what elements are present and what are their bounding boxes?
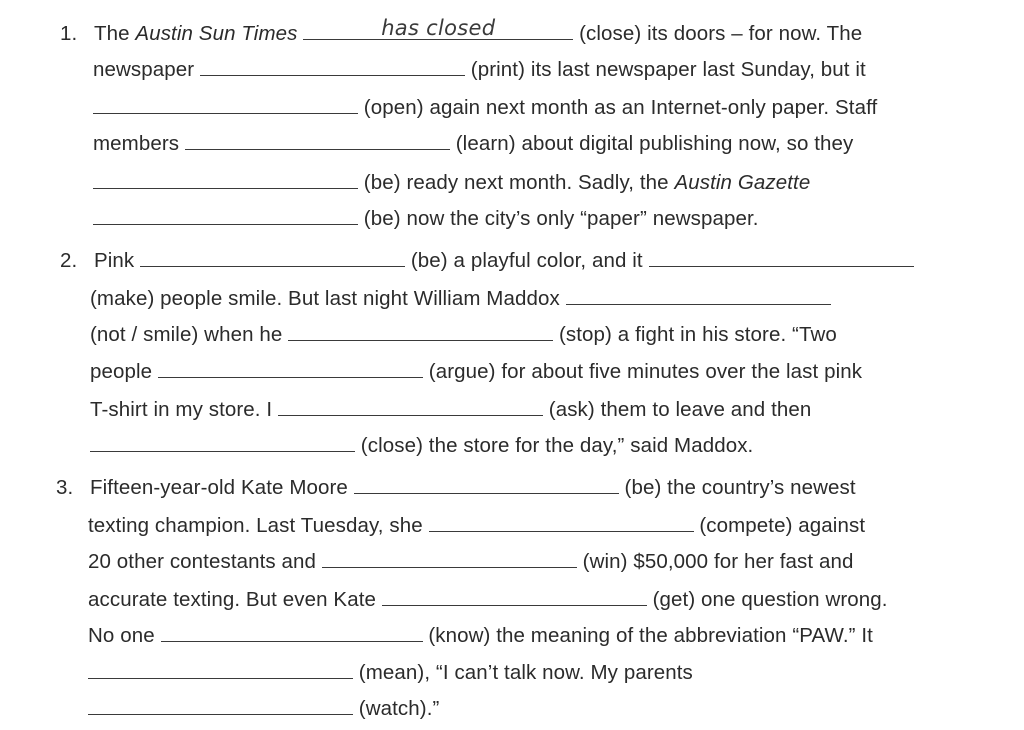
- newspaper-title-sun-times: Austin Sun Times: [135, 22, 298, 45]
- item1-line2: [93, 56, 866, 82]
- answer-blank-2-4[interactable]: [288, 321, 553, 341]
- answer-blank-1-5[interactable]: [93, 169, 358, 189]
- item3-text: Fifteen-year-old Kate Moore: [90, 476, 348, 499]
- answer-blank-1-1[interactable]: [303, 16, 573, 40]
- item3-line4: [88, 586, 888, 612]
- item2-line2: [90, 285, 831, 311]
- item1-text: members: [93, 132, 180, 155]
- item3-text: 20 other contestants and: [88, 550, 317, 573]
- item1-text: (be) ready next month. Sadly, the: [363, 171, 675, 194]
- answer-blank-3-2[interactable]: [429, 512, 694, 532]
- item3-number: 3.: [56, 476, 74, 499]
- item1-text: (close) its doors – for now. The: [579, 22, 863, 45]
- item3-line5: [88, 622, 873, 648]
- item2-text: (make) people smile. But last night William Maddox: [90, 287, 560, 310]
- item3-line7: [88, 695, 439, 721]
- item2-text: people: [90, 360, 153, 383]
- answer-blank-3-6[interactable]: [88, 659, 353, 679]
- item1-text: (learn) about digital publishing now, so they: [455, 132, 854, 155]
- item3-text: (know) the meaning of the abbreviation “PAW.” It: [428, 624, 873, 647]
- item3-text: (mean), “I can’t talk now. My parents: [358, 661, 693, 684]
- answer-blank-3-7[interactable]: [88, 695, 353, 715]
- item1-text: (open) again next month as an Internet-only paper. Staff: [363, 96, 878, 119]
- answer-blank-2-5[interactable]: [158, 358, 423, 378]
- answer-blank-3-5[interactable]: [161, 622, 423, 642]
- item1-text: (print) its last newspaper last Sunday, but it: [470, 58, 866, 81]
- item2-text: (argue) for about five minutes over the last pink: [428, 360, 863, 383]
- answer-blank-2-7[interactable]: [90, 432, 355, 452]
- answer-blank-1-2[interactable]: [200, 56, 465, 76]
- answer-blank-1-6[interactable]: [93, 205, 358, 225]
- item3-text: accurate texting. But even Kate: [88, 588, 376, 611]
- item3-text: (be) the country’s newest: [624, 476, 856, 499]
- item3-text: (watch).”: [358, 697, 440, 720]
- item1-number: 1.: [60, 22, 78, 45]
- filled-answer: has closed: [381, 16, 496, 40]
- item2-line4: [90, 358, 862, 384]
- item2-line5: [90, 396, 811, 422]
- item2-number: 2.: [60, 249, 78, 272]
- answer-blank-3-1[interactable]: [354, 474, 619, 494]
- newspaper-title-gazette: Austin Gazette: [674, 171, 811, 194]
- item3-line3: [88, 548, 853, 574]
- answer-blank-1-3[interactable]: [93, 94, 358, 114]
- answer-blank-1-4[interactable]: [185, 130, 450, 150]
- item2-line1: [60, 247, 914, 273]
- item1-text: The: [94, 22, 136, 45]
- item1-text: (be) now the city’s only “paper” newspaper.: [363, 207, 759, 230]
- item2-line6: [90, 432, 753, 458]
- item3-text: (compete) against: [699, 514, 866, 537]
- item1-line4: [93, 130, 853, 156]
- item1-line6: [93, 205, 759, 231]
- item2-text: (stop) a fight in his store. “Two: [558, 323, 837, 346]
- item3-line6: [88, 659, 693, 685]
- item2-text: (be) a playful color, and it: [410, 249, 643, 272]
- answer-blank-2-6[interactable]: [278, 396, 543, 416]
- item3-line1: [56, 474, 856, 500]
- item1-line5: [93, 169, 810, 195]
- item3-text: (win) $50,000 for her fast and: [582, 550, 854, 573]
- item3-text: No one: [88, 624, 155, 647]
- item3-line2: [88, 512, 865, 538]
- answer-blank-2-1[interactable]: [140, 247, 405, 267]
- item1-line3: [93, 94, 877, 120]
- item2-text: (close) the store for the day,” said Maddox.: [360, 434, 754, 457]
- item2-text: Pink: [94, 249, 135, 272]
- answer-blank-3-4[interactable]: [382, 586, 647, 606]
- item1-line1: [60, 16, 863, 46]
- item2-text: T-shirt in my store. I: [90, 398, 273, 421]
- item2-line3: [90, 321, 837, 347]
- item2-text: (not / smile) when he: [90, 323, 283, 346]
- item2-text: (ask) them to leave and then: [548, 398, 812, 421]
- answer-blank-2-2[interactable]: [649, 247, 914, 267]
- item3-text: texting champion. Last Tuesday, she: [88, 514, 423, 537]
- answer-blank-2-3[interactable]: [566, 285, 831, 305]
- answer-blank-3-3[interactable]: [322, 548, 577, 568]
- item3-text: (get) one question wrong.: [652, 588, 888, 611]
- item1-text: newspaper: [93, 58, 195, 81]
